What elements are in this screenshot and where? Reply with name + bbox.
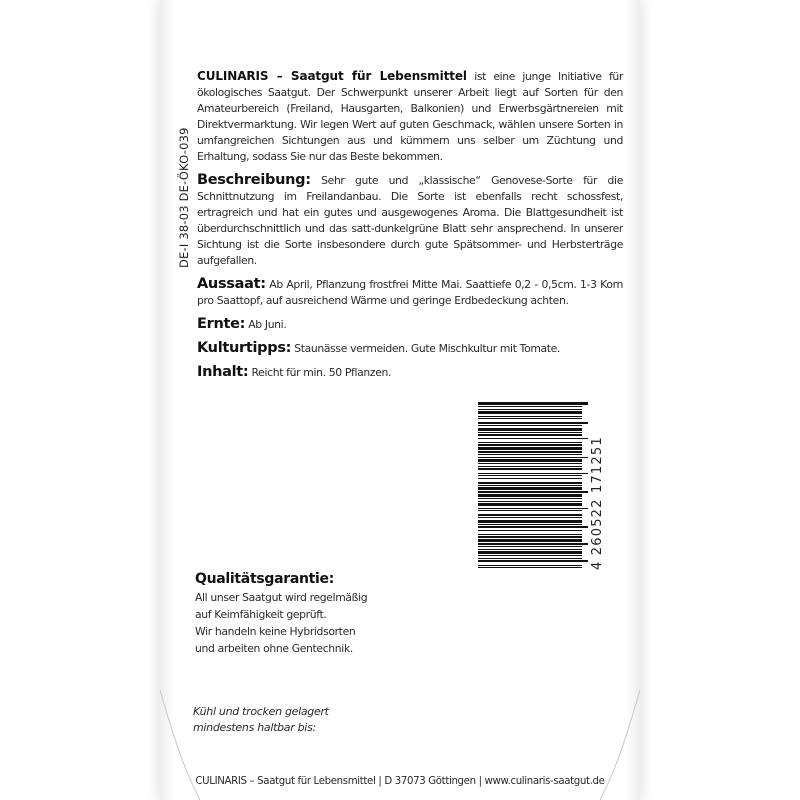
barcode-bar	[478, 551, 582, 554]
barcode-bars	[478, 402, 588, 568]
aussaat-text: Ab April, Pflanzung frostfrei Mitte Mai. Saattiefe 0,2 - 0,5cm. 1-3 Korn pro Saattopf, auf ausreichend Wärme und geringe Erdbedeckung achten.	[197, 278, 623, 307]
barcode-bar	[478, 478, 582, 479]
storage-line: Kühl und trocken gelagert	[193, 705, 329, 718]
packet-text	[197, 68, 623, 381]
section-kulturtipps	[197, 340, 623, 357]
quality-line: auf Keimfähigkeit geprüft.	[195, 608, 327, 621]
barcode-bar	[478, 534, 582, 535]
barcode-bar	[478, 546, 582, 547]
barcode-bar	[478, 468, 582, 470]
barcode-bar	[478, 498, 582, 499]
barcode-bar	[478, 457, 588, 458]
barcode-bar	[478, 442, 582, 443]
barcode-bar	[478, 402, 588, 405]
barcode-bar	[478, 501, 582, 502]
aussaat-heading: Aussaat:	[197, 276, 266, 292]
barcode-bar	[478, 475, 582, 476]
barcode-bar	[478, 530, 582, 531]
barcode-bar	[478, 444, 582, 446]
quality-heading: Qualitätsgarantie:	[195, 571, 335, 587]
storage-note	[193, 704, 329, 736]
barcode-bar	[478, 549, 582, 550]
barcode-digits: 4 260522 171251	[590, 436, 605, 570]
barcode-bar	[478, 494, 582, 497]
certification-code: DE-I 38-03 DE-ÖKO-039	[177, 127, 191, 268]
intro-paragraph	[197, 68, 623, 165]
section-aussaat	[197, 276, 623, 309]
barcode-bar	[478, 447, 582, 450]
barcode-bar	[478, 565, 582, 566]
quality-guarantee	[195, 570, 425, 657]
barcode-bar	[478, 491, 588, 493]
barcode-bar	[478, 454, 582, 455]
ernte-heading: Ernte:	[197, 316, 246, 332]
barcode-bar	[478, 558, 582, 559]
barcode-bar	[478, 560, 588, 562]
barcode-bar	[478, 508, 588, 509]
barcode-bar	[478, 503, 582, 506]
barcode-bar	[478, 526, 588, 528]
inhalt-text: Reicht für min. 50 Pflanzen.	[248, 366, 392, 379]
barcode-bar	[478, 432, 582, 433]
barcode-bar	[478, 459, 582, 462]
kulturtipps-heading: Kulturtipps:	[197, 340, 292, 356]
barcode-bar	[478, 485, 582, 486]
barcode-bar	[478, 539, 582, 542]
intro-lead: CULINARIS – Saatgut für Lebensmittel	[197, 69, 467, 83]
barcode-bar	[478, 418, 582, 419]
barcode-bar	[478, 514, 582, 516]
barcode-bar	[478, 422, 588, 424]
barcode-bar	[478, 524, 582, 525]
barcode-bar	[478, 466, 582, 467]
intro-body: ist eine junge Initiative für ökologisches Saatgut. Der Schwerpunkt unserer Arbeit liegt auf Sorten für den Amateurbereich (Freiland, Hausgarten, Balkonien) und Erwerbsgärtnereien mit Direktvermarktung. Wir legen Wert auf guten Geschmack, wählen unsere Sorten in umfangreichen Sichtungen aus und kümmern uns selber um Züchtung und Erhaltung, sodass Sie nur das Beste bekommen.	[197, 70, 623, 163]
quality-line: All unser Saatgut wird regelmäßig	[195, 591, 368, 604]
kulturtipps-text: Staunässe vermeiden. Gute Mischkultur mit Tomate.	[291, 342, 561, 355]
barcode-bar	[478, 425, 582, 426]
barcode-bar	[478, 543, 588, 545]
ernte-text: Ab Juni.	[245, 318, 287, 331]
storage-line: mindestens haltbar bis:	[193, 721, 316, 734]
barcode	[478, 402, 604, 572]
barcode-bar	[478, 567, 582, 568]
barcode-bar	[478, 406, 582, 407]
barcode-bar	[478, 451, 582, 453]
barcode-bar	[478, 487, 582, 490]
section-beschreibung	[197, 172, 623, 269]
section-inhalt	[197, 364, 623, 381]
barcode-bar	[478, 536, 582, 538]
barcode-bar	[478, 434, 582, 436]
barcode-bar	[478, 463, 582, 464]
barcode-bar	[478, 517, 582, 518]
barcode-bar	[478, 510, 582, 511]
quality-line: Wir handeln keine Hybridsorten	[195, 625, 356, 638]
barcode-bar	[478, 428, 582, 431]
beschreibung-heading: Beschreibung:	[197, 172, 311, 188]
barcode-bar	[478, 482, 582, 484]
barcode-bar	[478, 409, 582, 410]
barcode-bar	[478, 416, 582, 417]
footer-address: CULINARIS – Saatgut für Lebensmittel | D 37073 Göttingen | www.culinaris-saatgut.de	[195, 776, 605, 787]
barcode-bar	[478, 555, 582, 556]
barcode-bar	[478, 411, 582, 414]
barcode-bar	[478, 473, 588, 474]
section-ernte	[197, 316, 623, 333]
beschreibung-text: Sehr gute und „klassische“ Genovese-Sorte für die Schnittnutzung im Freilandanbau. Die Sorte ist ebenfalls recht schossfest, ertragreich und hat ein gutes und ausgewogenes Aroma. Die Blattgesundheit ist überdurchschnittlich und das satt-dunkelgrüne Blatt sehr ansprechend. In unserer Sichtung ist die Sorte insbesondere durch gute Spätsommer- und Herbsterträge aufgefallen.	[197, 174, 623, 267]
quality-line: und arbeiten ohne Gentechnik.	[195, 642, 353, 655]
inhalt-heading: Inhalt:	[197, 364, 249, 380]
barcode-bar	[478, 438, 588, 439]
barcode-bar	[478, 520, 582, 523]
